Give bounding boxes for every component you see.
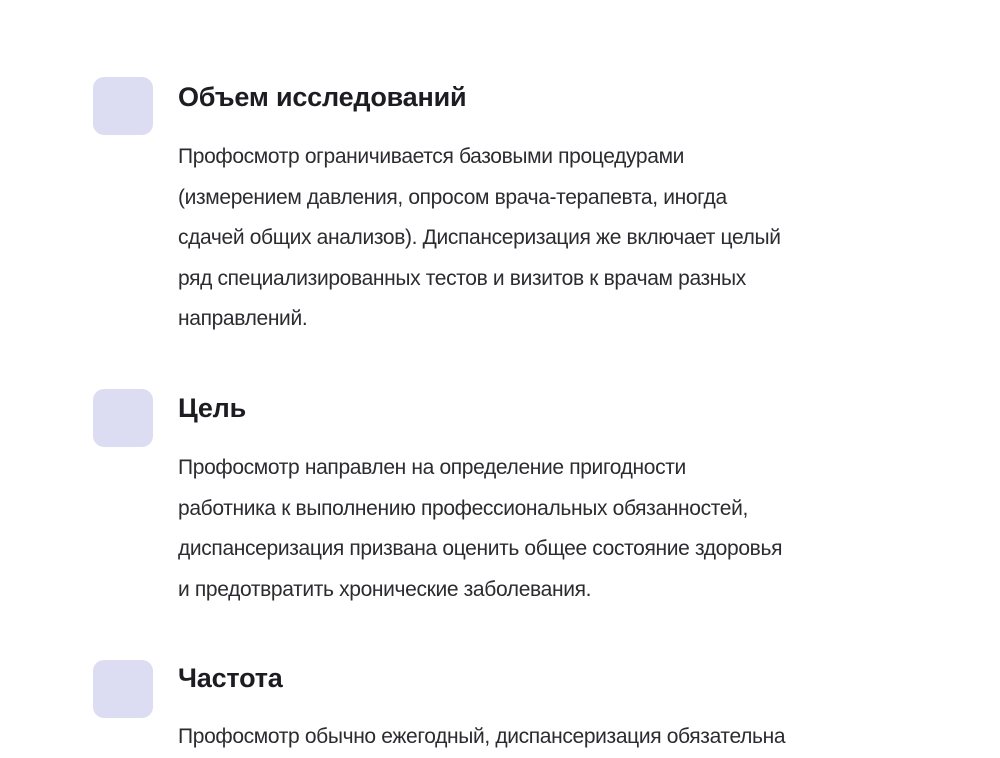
text-line: (измерением давления, опросом врача-терапевта, иногда	[178, 185, 727, 209]
text-line: диспансеризация призвана оценить общее состояние здоровья	[178, 537, 783, 560]
section-marker	[93, 77, 153, 135]
section-text	[178, 448, 938, 610]
section-marker	[93, 389, 153, 447]
text-line: Профосмотр ограничивается базовыми процедурами	[178, 145, 685, 168]
text-line: направлений.	[178, 307, 308, 330]
section-text	[178, 137, 938, 340]
section-text	[178, 717, 938, 758]
text-line: работника к выполнению профессиональных обязанностей,	[178, 496, 748, 520]
section-title: Частота	[178, 663, 283, 693]
section-marker	[93, 660, 153, 718]
text-line: ряд специализированных тестов и визитов к врачам разных	[178, 266, 746, 290]
text-line: Профосмотр обычно ежегодный, диспансеризация обязательна	[178, 725, 786, 748]
section-title: Цель	[178, 393, 247, 423]
text-line: Профосмотр направлен на определение пригодности	[178, 456, 686, 479]
section-title: Объем исследований	[178, 82, 467, 112]
text-line: и предотвратить хронические заболевания.	[178, 577, 592, 601]
text-line: сдачей общих анализов). Диспансеризация же включает целый	[178, 226, 781, 249]
